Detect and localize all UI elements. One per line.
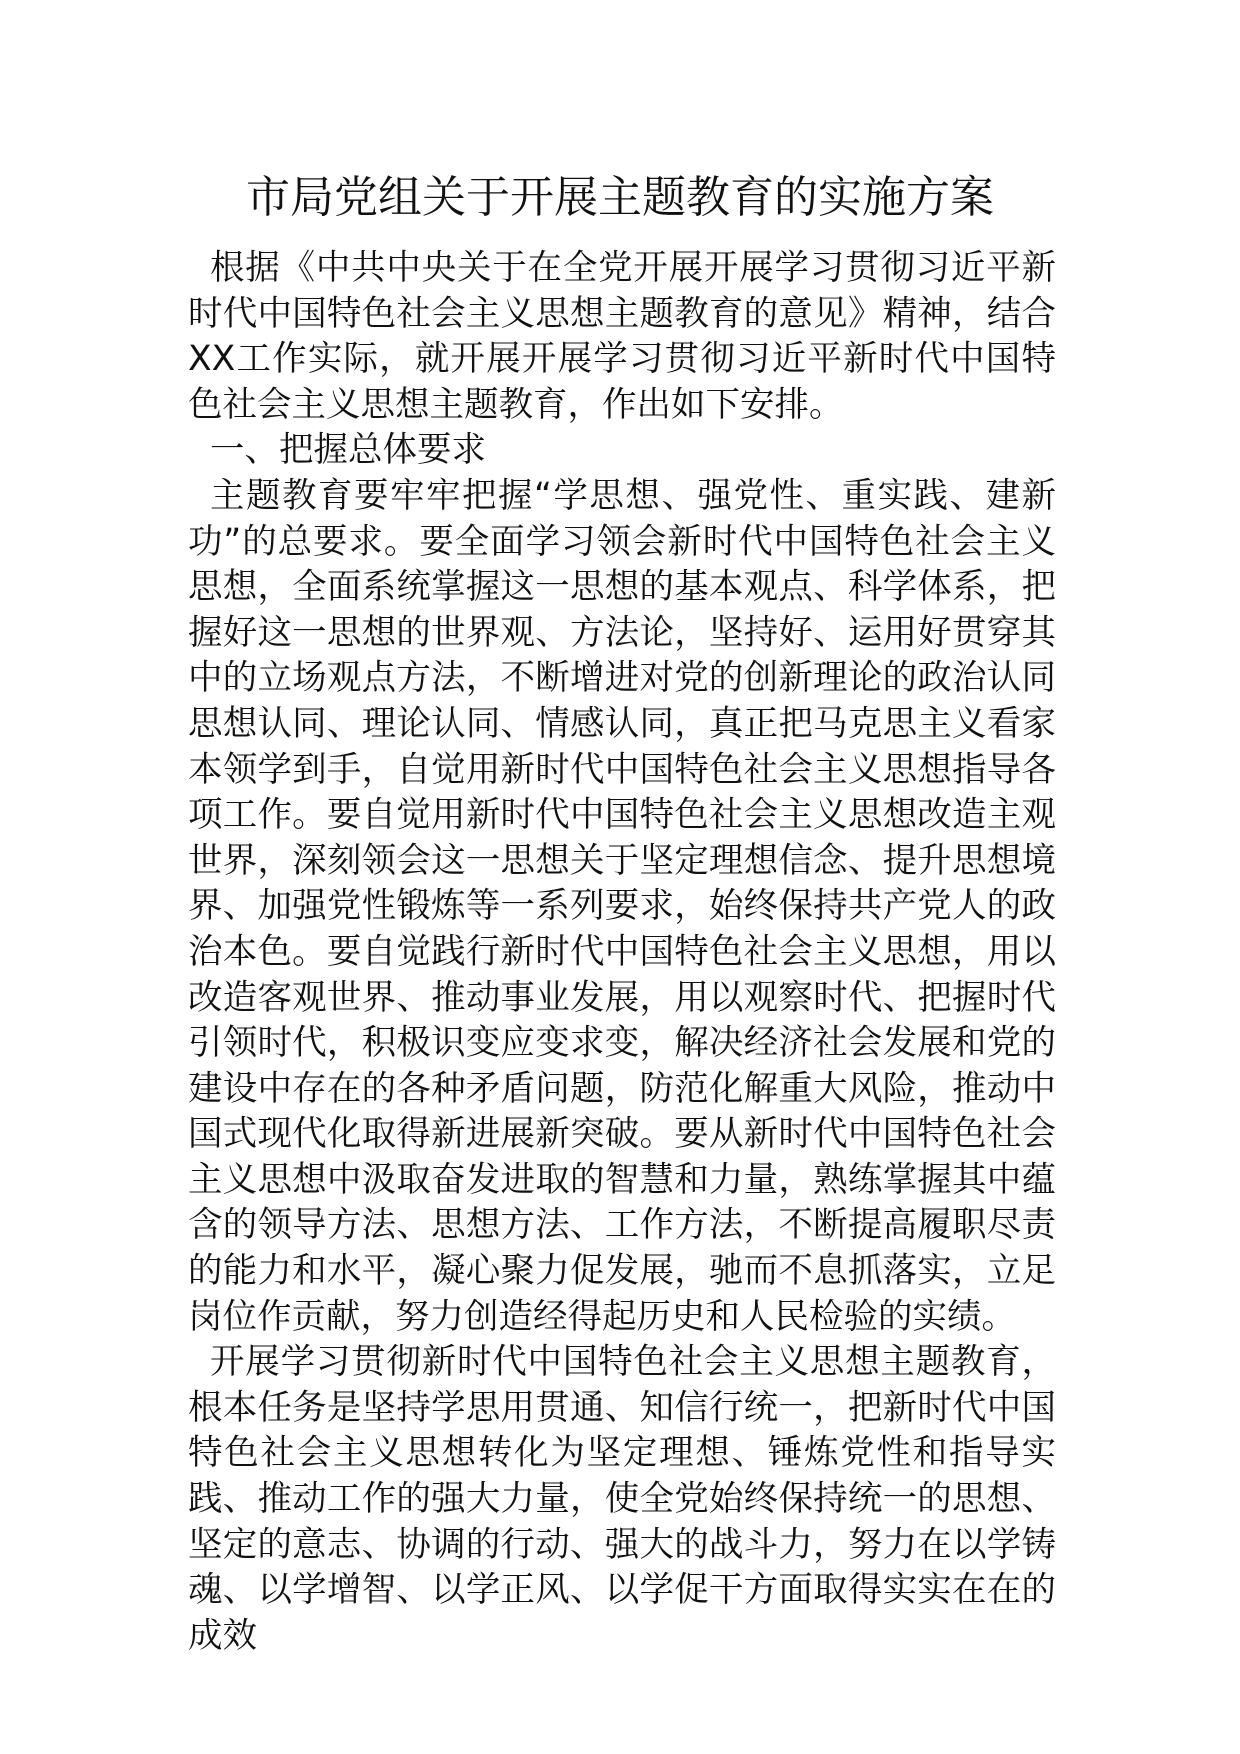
section-heading-1: 一、把握总体要求 — [210, 430, 486, 471]
intro-paragraph: 根据《中共中央关于在全党开展开展学习贯彻习近平新时代中国特色社会主义思想主题教育的意见》精神，结合XX工作实际，就开展开展学习贯彻习近平新时代中国特色社会主义思想主题教育，作出如下安排。 — [188, 248, 1056, 425]
task-paragraph: 开展学习贯彻新时代中国特色社会主义思想主题教育，根本任务是坚持学思用贯通、知信行统一，把新时代中国特色社会主义思想转化为坚定理想、锤炼党性和指导实践、推动工作的强大力量，使全党始终保持统一的思想、坚定的意志、协调的行动、强大的战斗力，努力在以学铸魂、以学增智、以学正风、以学促干方面取得实实在在的成效 — [188, 1342, 1056, 1656]
document-body — [188, 246, 1056, 1659]
requirements-paragraph: 主题教育要牢牢把握“学思想、强党性、重实践、建新功”的总要求。要全面学习领会新时代中国特色社会主义思想，全面系统掌握这一思想的基本观点、科学体系，把握好这一思想的世界观、方法论，坚持好、运用好贯穿其中的立场观点方法，不断增进对党的创新理论的政治认同思想认同、理论认同、情感认同，真正把马克思主义看家本领学到手，自觉用新时代中国特色社会主义思想指导各项工作。要自觉用新时代中国特色社会主义思想改造主观世界，深刻领会这一思想关于坚定理想信念、提升思想境界、加强党性锻炼等一系列要求，始终保持共产党人的政治本色。要自觉践行新时代中国特色社会主义思想，用以改造客观世界、推动事业发展，用以观察时代、把握时代引领时代，积极识变应变求变，解决经济社会发展和党的建设中存在的各种矛盾问题，防范化解重大风险，推动中国式现代化取得新进展新突破。要从新时代中国特色社会主义思想中汲取奋发进取的智慧和力量，熟练掌握其中蕴含的领导方法、思想方法、工作方法，不断提高履职尽责的能力和水平，凝心聚力促发展，驰而不息抓落实，立足岗位作贡献，努力创造经得起历史和人民检验的实绩。 — [188, 475, 1056, 1337]
document-title: 市局党组关于开展主题教育的实施方案 — [246, 172, 994, 223]
